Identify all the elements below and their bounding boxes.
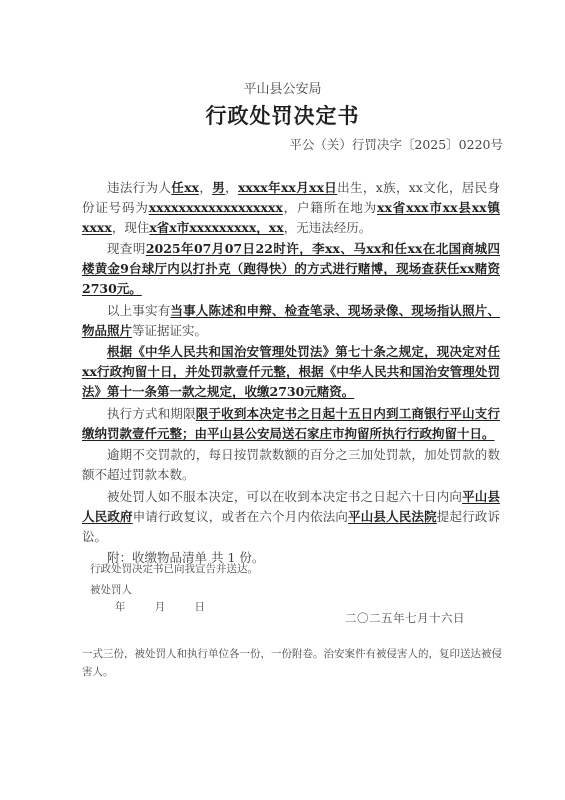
signature-date-blank <box>115 598 205 616</box>
appeal-text: 申请行政复议，或者在六个月内依法向 <box>132 508 349 524</box>
review-authority: 平山县人民政府 <box>82 488 500 524</box>
attachment-paragraph: 附：收缴物品清单 共 1 份。 <box>107 550 265 566</box>
appeal-text: 提起行政诉讼。 <box>82 508 500 544</box>
issuing-agency: 平山县公安局 <box>243 82 322 97</box>
offender-gender: 男 <box>212 180 226 195</box>
separator: ， <box>225 180 238 195</box>
court-name: 平山县人民法院 <box>348 508 437 524</box>
offender-text: ，现住 <box>111 219 150 235</box>
execution-method: 限于收到本决定书之日起十五日内到工商银行平山支行缴纳罚款壹仟元整；由平山县公安局送石家庄市拘留所执行行政拘留十日。 <box>82 405 500 441</box>
recipient-label: 被处罚人 <box>90 584 132 596</box>
execution-label: 执行方式和期限 <box>107 405 196 421</box>
separator: ， <box>199 180 213 195</box>
evidence-list: 当事人陈述和申辩、检查笔录、现场录像、现场指认照片、物品照片 <box>82 302 500 338</box>
year-label: 年 <box>115 601 126 613</box>
decision-text: 根据《中华人民共和国治安管理处罚法》第七十条之规定，现决定对任xx行政拘留十日，并处罚款壹仟元整，根据《中华人民共和国治安管理处罚法》第十一条第一款之规定，收缴2730元赌资。 <box>82 344 500 399</box>
execution-paragraph <box>82 404 500 444</box>
decision-body <box>82 178 500 570</box>
offender-name: 任xx <box>171 180 200 195</box>
evidence-paragraph <box>82 301 500 341</box>
copies-note: 一式三份，被处罚人和执行单位各一份，一份附卷。治安案件有被侵害人的，复印送达被侵害人。 <box>82 648 502 678</box>
offender-label: 违法行为人 <box>107 180 172 195</box>
facts-paragraph <box>82 239 500 298</box>
offender-text: ，无违法经历。 <box>283 219 372 235</box>
offender-text: ，户籍所在地为 <box>282 199 378 215</box>
issue-date: 二〇二五年七月十六日 <box>345 611 465 625</box>
service-statement: 行政处罚决定书已向我宣告并送达。 <box>90 563 258 575</box>
facts-label: 现查明 <box>107 241 146 257</box>
offender-household: xx省xxx市xx县xx镇xxxx <box>82 199 500 235</box>
offender-birth: xxxx年xx月xx日 <box>237 180 338 195</box>
evidence-text: 以上事实有 <box>107 302 171 318</box>
offender-residence: x省x市xxxxxxxxx，xx <box>149 219 284 235</box>
offender-id-number: xxxxxxxxxxxxxxxxxx <box>148 199 283 215</box>
appeal-paragraph <box>82 487 500 546</box>
day-label: 日 <box>194 601 205 613</box>
offender-text: 出生，x族，xx文化，居民身份证号码为 <box>82 180 500 215</box>
decision-paragraph <box>82 342 500 401</box>
evidence-text: 等证据证实。 <box>132 322 208 338</box>
offender-paragraph <box>82 178 500 237</box>
document-number: 平公（关）行罚决字〔2025〕0220号 <box>289 137 503 152</box>
facts-text: 2025年07月07日22时许，李xx、马xx和任xx在北国商城四楼黄金9台球厅内以打扑克（跑得快）的方式进行赌博，现场查获任xx赌资2730元。 <box>82 241 500 296</box>
late-fee-paragraph: 逾期不交罚款的，每日按罚款数额的百分之三加处罚款，加处罚款的数额不超过罚款本数。 <box>82 447 500 483</box>
appeal-text: 被处罚人如不服本决定，可以在收到本决定书之日起六十日内向 <box>107 488 463 504</box>
document-title: 行政处罚决定书 <box>205 103 360 128</box>
month-label: 月 <box>154 601 166 613</box>
